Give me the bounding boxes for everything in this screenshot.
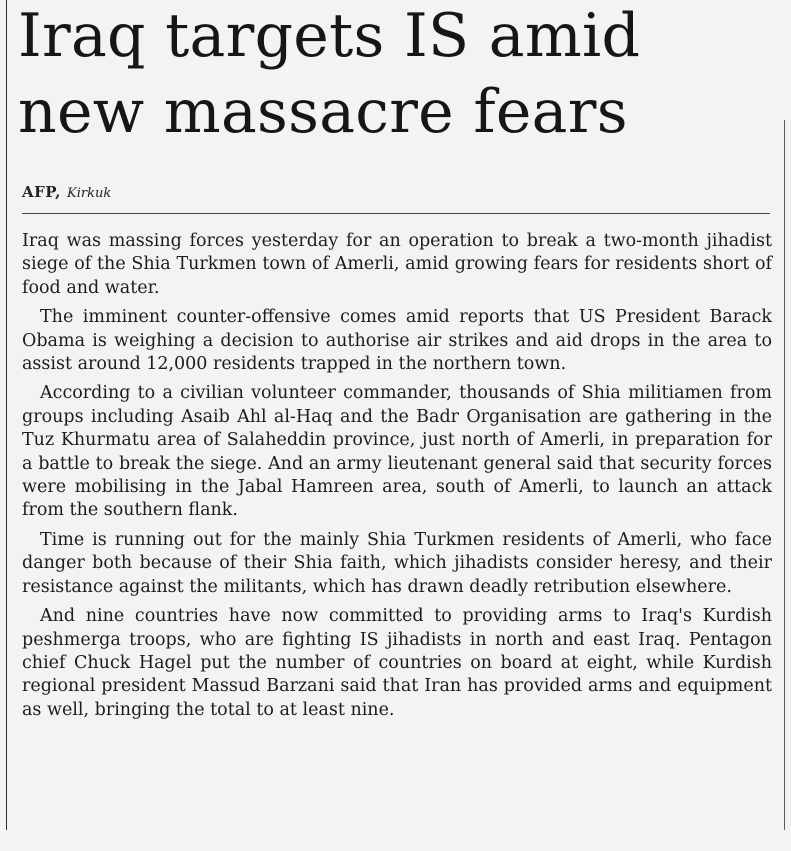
article-paragraph: According to a civilian volunteer commander, thousands of Shia militiamen from groups including Asaib Ahl al-Haq and the Badr Organisation are gathering in the Tuz Khurmatu area of Salaheddin province, just north of Amerli, in preparation for a battle to break the siege. And an army lieutenant general said that security forces were mobilising in the Jabal Hamreen area, south of Amerli, to launch an attack from the southern flank. [22, 383, 772, 521]
article-paragraph: Iraq was massing forces yesterday for an operation to break a two-month jihadist siege of the Shia Turkmen town of Amerli, amid growing fears for residents short of food and water. [22, 231, 772, 298]
column-rule-left [6, 0, 7, 830]
column-rule-right [784, 120, 785, 830]
article-body [22, 230, 772, 728]
byline-dateline: Kirkuk [67, 186, 112, 201]
article-byline [22, 183, 111, 201]
article-paragraph: The imminent counter-offensive comes amid reports that US President Barack Obama is weighing a decision to authorise air strikes and aid drops in the area to assist around 12,000 residents trapped in the northern town. [22, 307, 772, 375]
article-paragraph: Time is running out for the mainly Shia Turkmen residents of Amerli, who face danger both because of their Shia faith, which jihadists consider heresy, and their resistance against the militants, which has drawn deadly retribution elsewhere. [22, 529, 772, 597]
byline-agency: AFP, [22, 183, 61, 201]
article-headline: Iraq targets IS amid new massacre fears [18, 1, 641, 147]
article-paragraph: And nine countries have now committed to providing arms to Iraq's Kurdish peshmerga troops, who are fighting IS jihadists in north and east Iraq. Pentagon chief Chuck Hagel put the number of countries on board at eight, while Kurdish regional president Massud Barzani said that Iran has provided arms and equipment as well, bringing the total to at least nine. [22, 606, 772, 720]
byline-divider [22, 213, 770, 214]
